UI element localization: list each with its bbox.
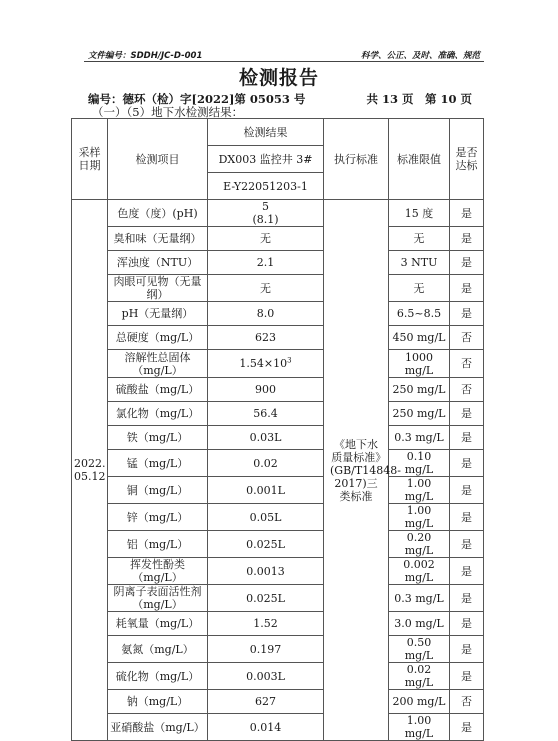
result-value: 623 (255, 331, 276, 344)
item-cell: 肉眼可见物（无量纲） (108, 275, 208, 302)
limit-cell: 0.10 mg/L (389, 450, 450, 477)
item-cell: pH（无量纲） (108, 302, 208, 326)
result-cell (208, 585, 324, 612)
header-sample-date: 采样日期 (72, 119, 108, 200)
page-info: 共 13 页 第 10 页 (366, 92, 472, 106)
item-cell: 铁（mg/L） (108, 426, 208, 450)
result-cell (208, 302, 324, 326)
standard-cell: 《地下水质量标准》(GB/T14848-2017)三类标准 (324, 200, 389, 741)
limit-cell: 0.50 mg/L (389, 636, 450, 663)
table-row (72, 402, 484, 426)
item-cell: 浑浊度（NTU） (108, 251, 208, 275)
result-value: 0.003L (246, 669, 285, 683)
result-cell (208, 531, 324, 558)
result-cell (208, 350, 324, 378)
compliance-cell: 否 (450, 350, 484, 378)
item-cell: 总硬度（mg/L） (108, 326, 208, 350)
limit-cell: 0.3 mg/L (389, 585, 450, 612)
result-value: 2.1 (256, 256, 275, 269)
item-cell: 耗氧量（mg/L） (108, 612, 208, 636)
table-row (72, 663, 484, 690)
result-value: 0.025L (246, 591, 285, 605)
compliance-cell: 是 (450, 663, 484, 690)
limit-cell: 250 mg/L (389, 378, 450, 402)
limit-cell: 0.002 mg/L (389, 558, 450, 585)
limit-cell: 0.3 mg/L (389, 426, 450, 450)
section-title: （一）（5）地下水检测结果： (92, 105, 244, 119)
header-motto: 科学、公正、及时、准确、规范 (360, 51, 480, 61)
table-row (72, 275, 484, 302)
result-cell (208, 200, 324, 227)
result-value: 8.0 (256, 307, 275, 320)
header-item: 检测项目 (108, 119, 208, 200)
limit-cell: 200 mg/L (389, 690, 450, 714)
result-value: 627 (255, 695, 276, 708)
item-cell: 硫化物（mg/L） (108, 663, 208, 690)
table-row (72, 477, 484, 504)
compliance-cell: 是 (450, 450, 484, 477)
result-value: 56.4 (253, 407, 278, 420)
limit-cell: 3 NTU (389, 251, 450, 275)
table-row (72, 326, 484, 350)
report-title: 检测报告 (238, 67, 319, 89)
sample-date-cell: 2022. 05.12 (72, 200, 108, 741)
result-cell (208, 450, 324, 477)
header-standard: 执行标准 (324, 119, 389, 200)
compliance-cell: 是 (450, 612, 484, 636)
compliance-cell: 是 (450, 585, 484, 612)
header-site: DX003 监控井 3# (208, 146, 324, 173)
limit-cell: 无 (389, 275, 450, 302)
limit-cell: 1000 mg/L (389, 350, 450, 378)
table-row (72, 504, 484, 531)
result-cell (208, 690, 324, 714)
compliance-cell: 否 (450, 326, 484, 350)
result-cell (208, 477, 324, 504)
result-value: 0.03L (249, 431, 282, 444)
result-value: 0.014 (249, 720, 282, 734)
table-row (72, 378, 484, 402)
result-value: 1.54×10 (239, 357, 288, 370)
result-cell (208, 426, 324, 450)
header-rule (84, 61, 484, 62)
result-value: 0.0013 (246, 564, 285, 578)
item-cell: 硫酸盐（mg/L） (108, 378, 208, 402)
table-row (72, 585, 484, 612)
result-cell (208, 326, 324, 350)
compliance-cell: 是 (450, 426, 484, 450)
result-cell (208, 636, 324, 663)
result-cell (208, 663, 324, 690)
table-row (72, 612, 484, 636)
limit-cell: 450 mg/L (389, 326, 450, 350)
limit-cell: 15 度 (389, 200, 450, 227)
result-value: 0.197 (249, 642, 282, 656)
compliance-cell: 是 (450, 504, 484, 531)
item-cell: 溶解性总固体（mg/L） (108, 350, 208, 378)
result-value: 0.02 (253, 456, 278, 470)
result-value: 无 (260, 281, 271, 295)
item-cell: 阴离子表面活性剂（mg/L） (108, 585, 208, 612)
compliance-cell: 是 (450, 558, 484, 585)
compliance-cell: 是 (450, 275, 484, 302)
item-cell: 氨氮（mg/L） (108, 636, 208, 663)
compliance-cell: 是 (450, 251, 484, 275)
table-row (72, 251, 484, 275)
result-cell (208, 227, 324, 251)
table-row (72, 227, 484, 251)
table-row (72, 714, 484, 741)
result-cell (208, 612, 324, 636)
limit-cell: 1.00 mg/L (389, 714, 450, 741)
report-number: 编号：德环（检）字[2022]第 05053 号 (88, 92, 306, 106)
limit-cell: 6.5~8.5 (389, 302, 450, 326)
results-table (71, 118, 484, 741)
item-cell: 挥发性酚类（mg/L） (108, 558, 208, 585)
header-limit: 标准限值 (389, 119, 450, 200)
result-cell (208, 714, 324, 741)
item-cell: 钠（mg/L） (108, 690, 208, 714)
result-cell (208, 378, 324, 402)
item-cell: 亚硝酸盐（mg/L） (108, 714, 208, 741)
compliance-cell: 否 (450, 690, 484, 714)
result-value: 0.025L (246, 537, 285, 551)
document-code: 文件编号：SDDH/JC-D-001 (88, 51, 203, 61)
item-cell: 铝（mg/L） (108, 531, 208, 558)
item-cell: 锌（mg/L） (108, 504, 208, 531)
result-exponent: 3 (287, 356, 292, 365)
item-cell: 色度（度）(pH) (108, 200, 208, 227)
header-result: 检测结果 (208, 119, 324, 146)
header-sample-id: E-Y22051203-1 (208, 173, 324, 200)
limit-cell: 0.02 mg/L (389, 663, 450, 690)
result-cell (208, 504, 324, 531)
limit-cell: 3.0 mg/L (389, 612, 450, 636)
table-row (72, 690, 484, 714)
result-cell (208, 251, 324, 275)
result-value: 1.52 (253, 617, 278, 630)
table-row (72, 558, 484, 585)
result-cell (208, 402, 324, 426)
result-value: 0.05L (249, 510, 282, 524)
item-cell: 锰（mg/L） (108, 450, 208, 477)
result-cell (208, 275, 324, 302)
compliance-cell: 是 (450, 531, 484, 558)
result-value: 无 (260, 232, 271, 245)
table-row (72, 426, 484, 450)
compliance-cell: 否 (450, 378, 484, 402)
table-row (72, 200, 484, 227)
header-compliance: 是否达标 (450, 119, 484, 200)
compliance-cell: 是 (450, 636, 484, 663)
compliance-cell: 是 (450, 402, 484, 426)
table-row (72, 531, 484, 558)
limit-cell: 250 mg/L (389, 402, 450, 426)
compliance-cell: 是 (450, 714, 484, 741)
item-cell: 臭和味（无量纲） (108, 227, 208, 251)
limit-cell: 无 (389, 227, 450, 251)
table-row (72, 450, 484, 477)
limit-cell: 1.00 mg/L (389, 504, 450, 531)
result-cell (208, 558, 324, 585)
compliance-cell: 是 (450, 302, 484, 326)
table-row (72, 636, 484, 663)
compliance-cell: 是 (450, 227, 484, 251)
item-cell: 氯化物（mg/L） (108, 402, 208, 426)
result-value: 5 (8.1) (252, 200, 279, 226)
limit-cell: 1.00 mg/L (389, 477, 450, 504)
compliance-cell: 是 (450, 477, 484, 504)
item-cell: 铜（mg/L） (108, 477, 208, 504)
result-value: 0.001L (246, 483, 285, 497)
table-row (72, 350, 484, 378)
compliance-cell: 是 (450, 200, 484, 227)
limit-cell: 0.20 mg/L (389, 531, 450, 558)
table-row (72, 302, 484, 326)
result-value: 900 (255, 383, 276, 396)
